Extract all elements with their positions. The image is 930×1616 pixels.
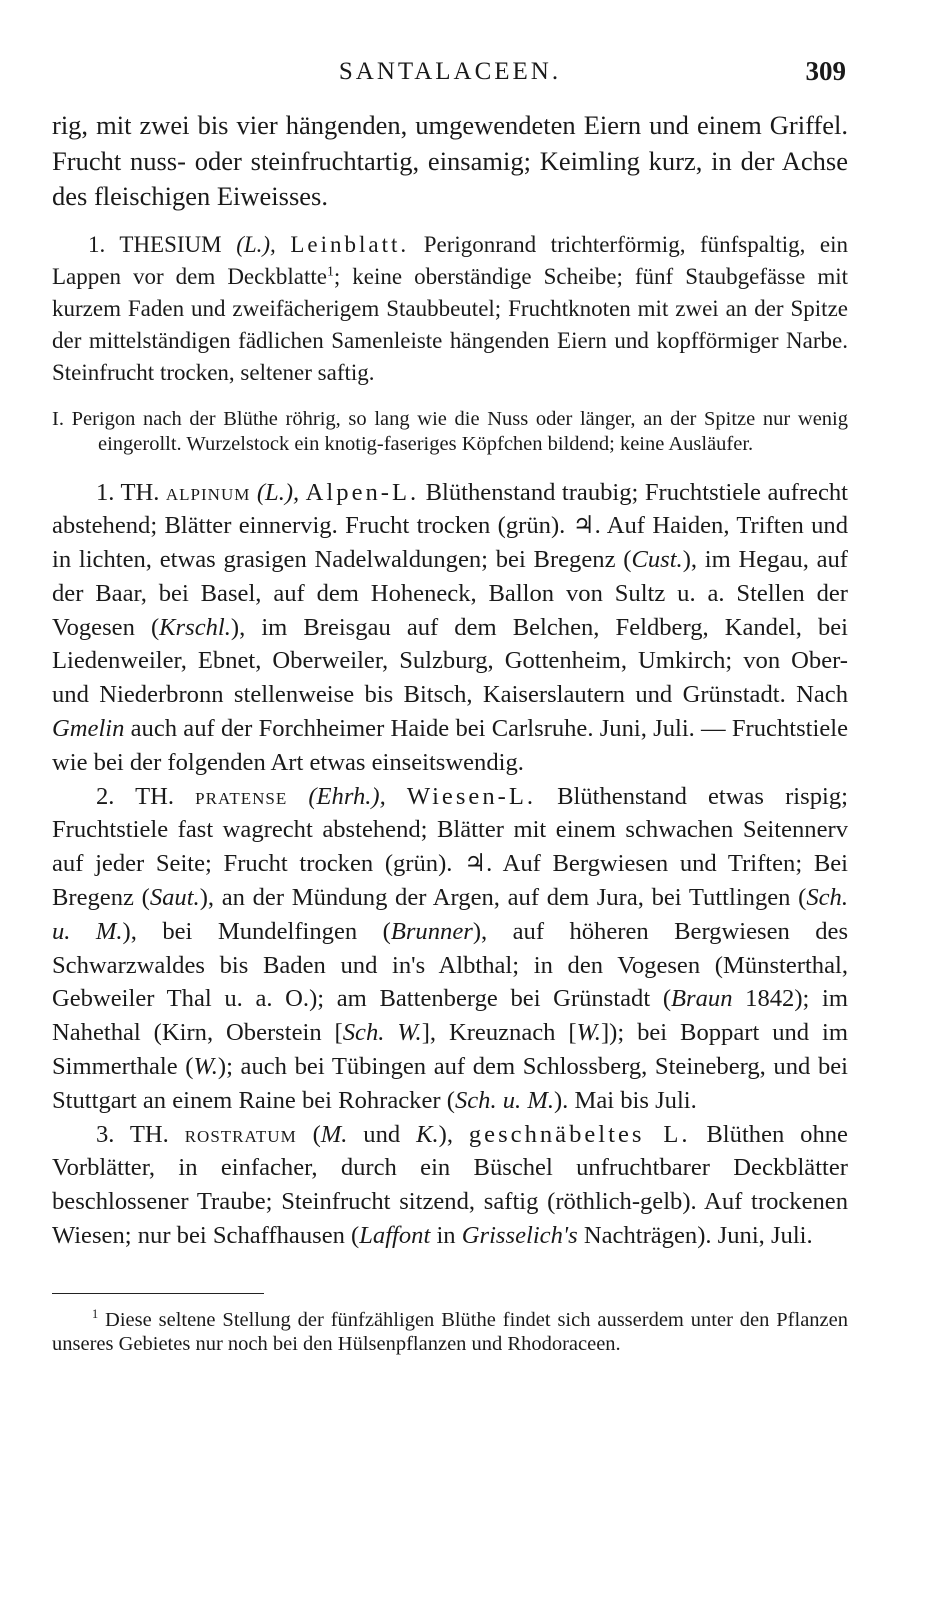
- citation: Laffont: [359, 1222, 431, 1250]
- citation: Sch. W.: [342, 1019, 422, 1047]
- species-common-name: Alpen-L.: [305, 478, 420, 506]
- citation: Braun: [671, 985, 733, 1013]
- species-text: ), im Breisgau auf dem Belchen, Feldberg, Kandel, bei Liedenweiler, Ebnet, Oberweiler, Sulzburg, Gottenheim, Umkirch; von Ober- und Niederbronn stellenweise bis Bitsch, Kaiserslautern und Grünstadt. Nach: [52, 613, 848, 709]
- citation: Krschl.: [159, 613, 231, 641]
- intro-paragraph: rig, mit zwei bis vier hängenden, umgewendeten Eiern und einem Griffel. Frucht nuss- oder steinfruchtartig, einsamig; Keimling kurz, in der Achse des fleischigen Eiweisses.: [52, 110, 848, 211]
- species-text: in: [430, 1222, 462, 1250]
- citation: Grisselich's: [461, 1222, 578, 1250]
- species-text: ), bei Mundelfingen (: [122, 917, 391, 945]
- species-text: auch auf der Forchheimer Haide bei Carlsruhe. Juni, Juli. — Fruchtstiele wie bei der folgenden Art etwas einseitswendig.: [52, 715, 848, 776]
- species-common-name: Wiesen-L.: [406, 782, 536, 810]
- species-text: ), an der Mündung der Argen, auf dem Jura, bei Tuttlingen (: [199, 884, 807, 912]
- species-common-name: geschnäbeltes L.: [468, 1120, 691, 1148]
- species-number: 1. TH.: [96, 478, 160, 506]
- citation: Sch. u. M.: [52, 884, 849, 945]
- footnote: [52, 1308, 848, 1357]
- species-text: Blüthenstand traubig; Fruchtstiele aufrecht abstehend; Blätter einnervig. Frucht trocken (grün). ♃. Auf Haiden, Triften und in lichten, etwas grasigen Nadelwaldungen; bei Bregenz (: [52, 478, 848, 574]
- footnote-reference: 1: [326, 262, 334, 278]
- species-text: ); auch bei Tübingen auf dem Schlossberg, Steineberg, und bei Stuttgart an einem Raine bei Rohracker (: [52, 1053, 849, 1114]
- running-title: SANTALACEEN.: [338, 58, 562, 85]
- genus-text-b: ; keine oberständige Scheibe; fünf Staubgefässe mit kurzem Faden und zweifächerigem Staubbeutel; Fruchtknoten mit zwei an der Spitze der mittelständigen fädlichen Samenleiste hängenden Eiern und kopfförmiger Narbe. Steinfrucht trocken, seltener saftig.: [52, 263, 848, 385]
- species-author: (L.),: [256, 478, 300, 506]
- footnote-text: Diese seltene Stellung der fünfzähligen Blüthe findet sich ausserdem unter den Pflanzen unseres Gebietes nur noch bei den Hülsenpflanzen und Rhodoraceen.: [52, 1308, 848, 1356]
- section-key: I. Perigon nach der Blüthe röhrig, so lang wie die Nuss oder länger, an der Spitze nur wenig eingerollt. Wurzelstock ein knotig-faseriges Köpfchen bildend; keine Ausläufer.: [52, 407, 848, 455]
- genus-number: 1.: [88, 231, 106, 257]
- genus-author: (L.),: [236, 231, 276, 257]
- species-entry-pratense: [52, 780, 848, 1118]
- footnote-divider: [52, 1293, 264, 1294]
- genus-common-name: Leinblatt.: [290, 231, 410, 257]
- citation: W.: [193, 1053, 218, 1081]
- species-number: 2. TH.: [96, 782, 175, 810]
- citation: Gmelin: [52, 715, 125, 743]
- species-epithet: pratense: [195, 782, 288, 810]
- citation: Sch. u. M.: [454, 1086, 554, 1114]
- species-text: Blüthenstand etwas rispig; Fruchtstiele fast wagrecht abstehend; Blätter mit einem schwachen Seitennerv auf jeder Seite; Frucht trocken (grün). ♃. Auf Bergwiesen und Triften; Bei Bregenz (: [52, 782, 848, 912]
- citation: Saut.: [149, 884, 200, 912]
- species-text: 1842); im Nahethal (Kirn, Oberstein [: [52, 985, 848, 1047]
- species-text: ), auf höheren Bergwiesen des Schwarzwaldes bis Baden und in's Albthal; in den Vogesen (Münsterthal, Gebweiler Thal u. a. O.); am Battenberge bei Grünstadt (: [52, 917, 849, 1013]
- species-author-und: und: [363, 1120, 401, 1148]
- genus-description: [52, 229, 848, 389]
- species-entry-rostratum: 3. TH. rostratum (M. und K.), geschnäbeltes L. Blüthen ohne Vorblätter, in einfacher, durch ein Büschel unfruchtbarer Deckblätter beschlossener Traube; Steinfrucht sitzend, saftig (röthlich-gelb). Auf trockenen Wiesen; nur bei Schaffhausen (Laffont in Grisselich's Nachträgen). Juni, Juli.: [52, 1120, 848, 1250]
- species-epithet: alpinum: [165, 478, 251, 506]
- species-text: ). Mai bis Juli.: [553, 1086, 697, 1114]
- species-author: (Ehrh.),: [308, 782, 386, 810]
- citation: Brunner: [390, 917, 473, 945]
- page-header: [52, 50, 848, 94]
- species-text: ), im Hegau, auf der Baar, bei Basel, auf dem Hoheneck, Ballon von Sultz u. a. Stellen der Vogesen (: [52, 546, 849, 641]
- species-author-b: K.: [416, 1120, 439, 1148]
- species-author-a: M.: [320, 1120, 348, 1148]
- citation: Cust.: [631, 546, 683, 574]
- page-number: 309: [805, 56, 846, 86]
- species-entry-alpinum: [52, 476, 848, 780]
- species-text: ]); bei Boppart und im Simmerthale (: [52, 1019, 848, 1081]
- species-epithet: rostratum: [184, 1120, 297, 1148]
- species-text: Nachträgen). Juni, Juli.: [577, 1222, 813, 1250]
- species-number: 3. TH.: [96, 1120, 169, 1148]
- genus-name: THESIUM: [119, 231, 222, 257]
- species-text: ], Kreuznach [: [421, 1019, 577, 1047]
- genus-text-a: Perigonrand trichterförmig, fünfspaltig, ein Lappen vor dem Deckblatte: [52, 231, 849, 289]
- species-text: Blüthen ohne Vorblätter, in einfacher, durch ein Büschel unfruchtbarer Deckblätter beschlossener Traube; Steinfrucht sitzend, saftig (röthlich-gelb). Auf trockenen Wiesen; nur bei Schaffhausen (: [52, 1120, 848, 1250]
- footnote-marker: 1: [92, 1307, 99, 1321]
- citation: W.: [576, 1019, 601, 1047]
- book-page: [52, 50, 848, 1377]
